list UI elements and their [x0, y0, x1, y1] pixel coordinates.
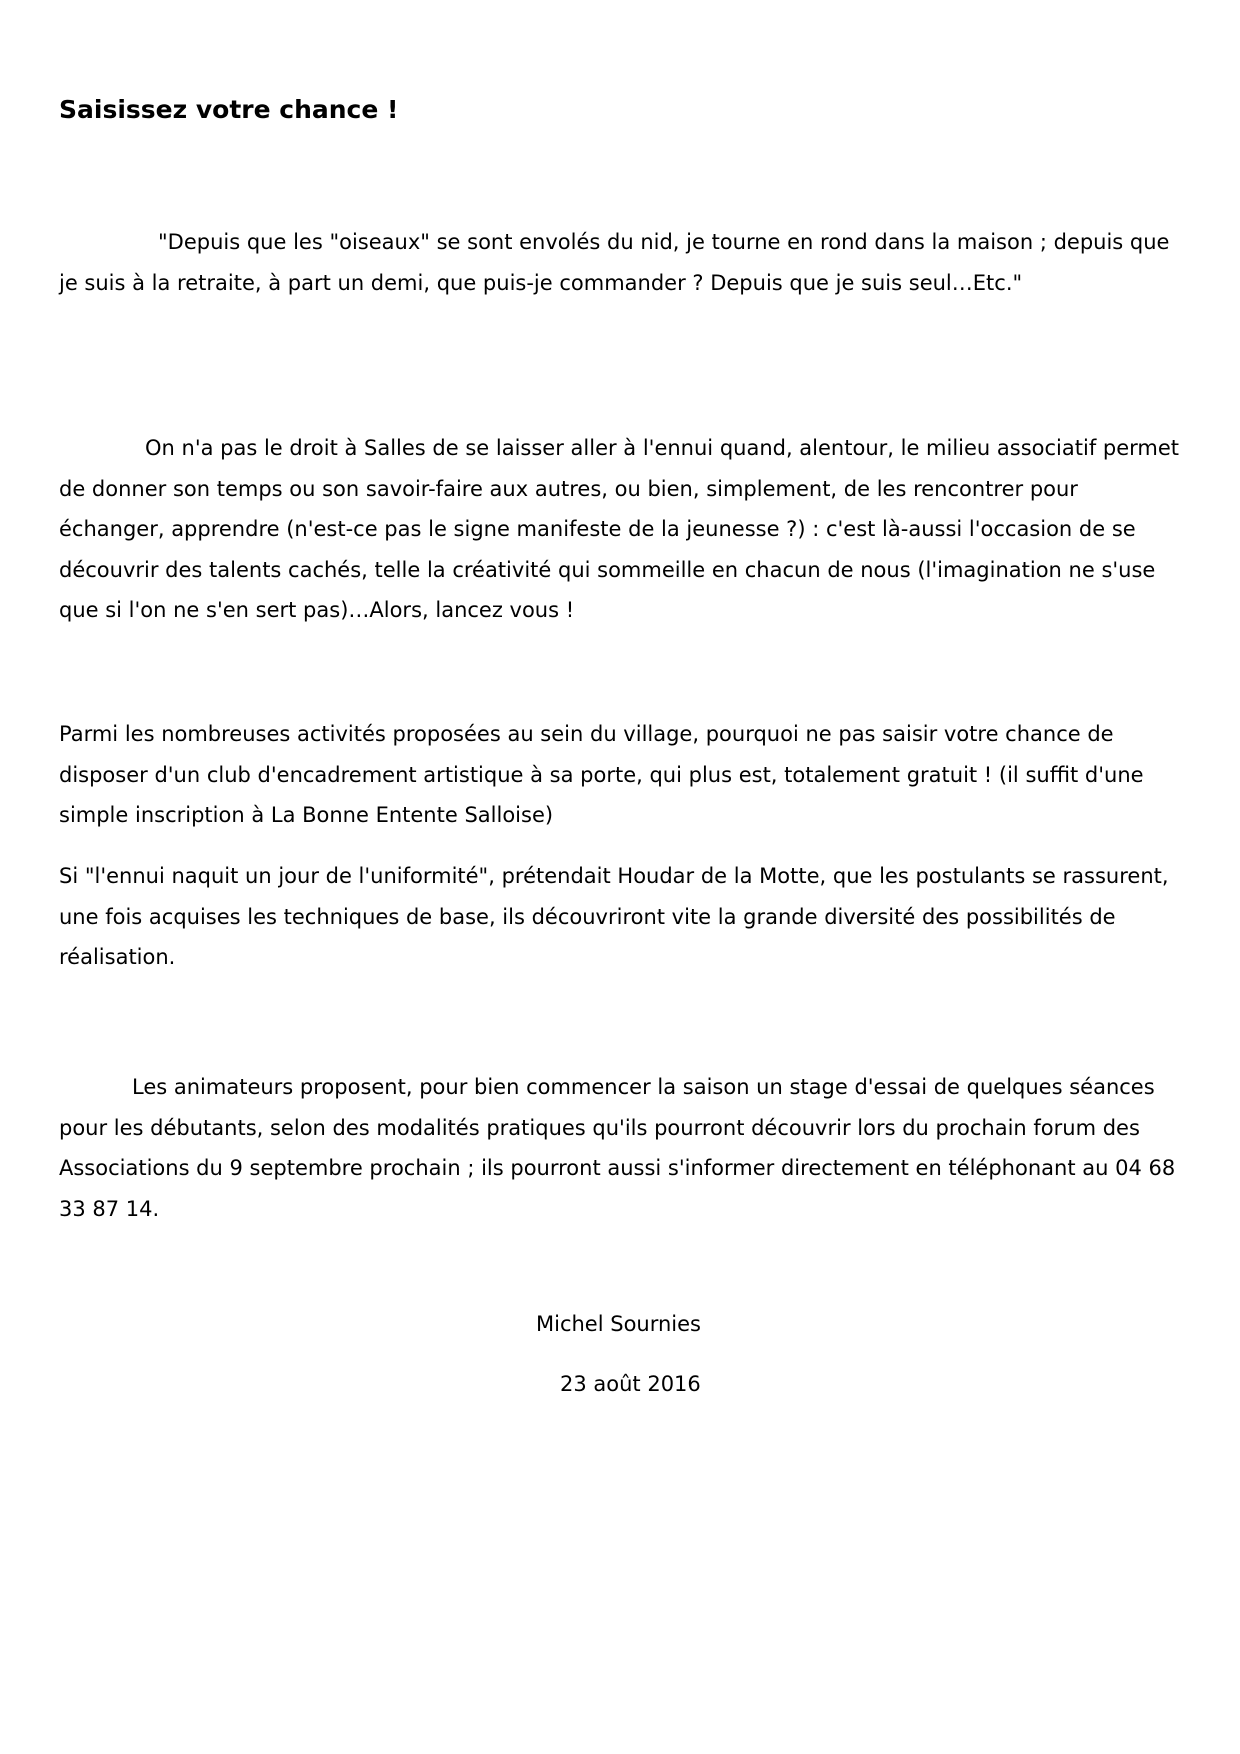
signature-name: Michel Sournies	[536, 1312, 701, 1336]
signature-date: 23 août 2016	[560, 1372, 701, 1396]
paragraph-diversity: Si "l'ennui naquit un jour de l'uniformité", prétendait Houdar de la Motte, que les postulants se rassurent, une fois acquises les techniques de base, ils découvriront vite la grande diversité des possibilités de réalisation.	[59, 864, 1169, 969]
document-title: Saisissez votre chance !	[59, 95, 399, 124]
paragraph-associative-life: On n'a pas le droit à Salles de se laisser aller à l'ennui quand, alentour, le milieu associatif permet de donner son temps ou son savoir-faire aux autres, ou bien, simplement, de les rencontrer pour échanger, apprendre (n'est-ce pas le signe manifeste de la jeunesse ?) : c'est là-aussi l'occasion de se découvrir des talents cachés, telle la créativité qui sommeille en chacun de nous (l'imagination ne s'use que si l'on ne s'en sert pas)…Alors, lancez vous !	[59, 436, 1180, 622]
paragraph-art-club: Parmi les nombreuses activités proposées au sein du village, pourquoi ne pas saisir votre chance de disposer d'un club d'encadrement artistique à sa porte, qui plus est, totalement gratuit ! (il suffit d'une simple inscription à La Bonne Entente Salloise)	[59, 722, 1144, 827]
paragraph-trial-session: Les animateurs proposent, pour bien commencer la saison un stage d'essai de quelques séances pour les débutants, selon des modalités pratiques qu'ils pourront découvrir lors du prochain forum des Associations du 9 septembre prochain ; ils pourront aussi s'informer directement en téléphonant au 04 68 33 87 14.	[59, 1075, 1176, 1221]
paragraph-quote: "Depuis que les "oiseaux" se sont envolés du nid, je tourne en rond dans la maison ; depuis que je suis à la retraite, à part un demi, que puis-je commander ? Depuis que je suis seul…Etc."	[59, 230, 1170, 295]
